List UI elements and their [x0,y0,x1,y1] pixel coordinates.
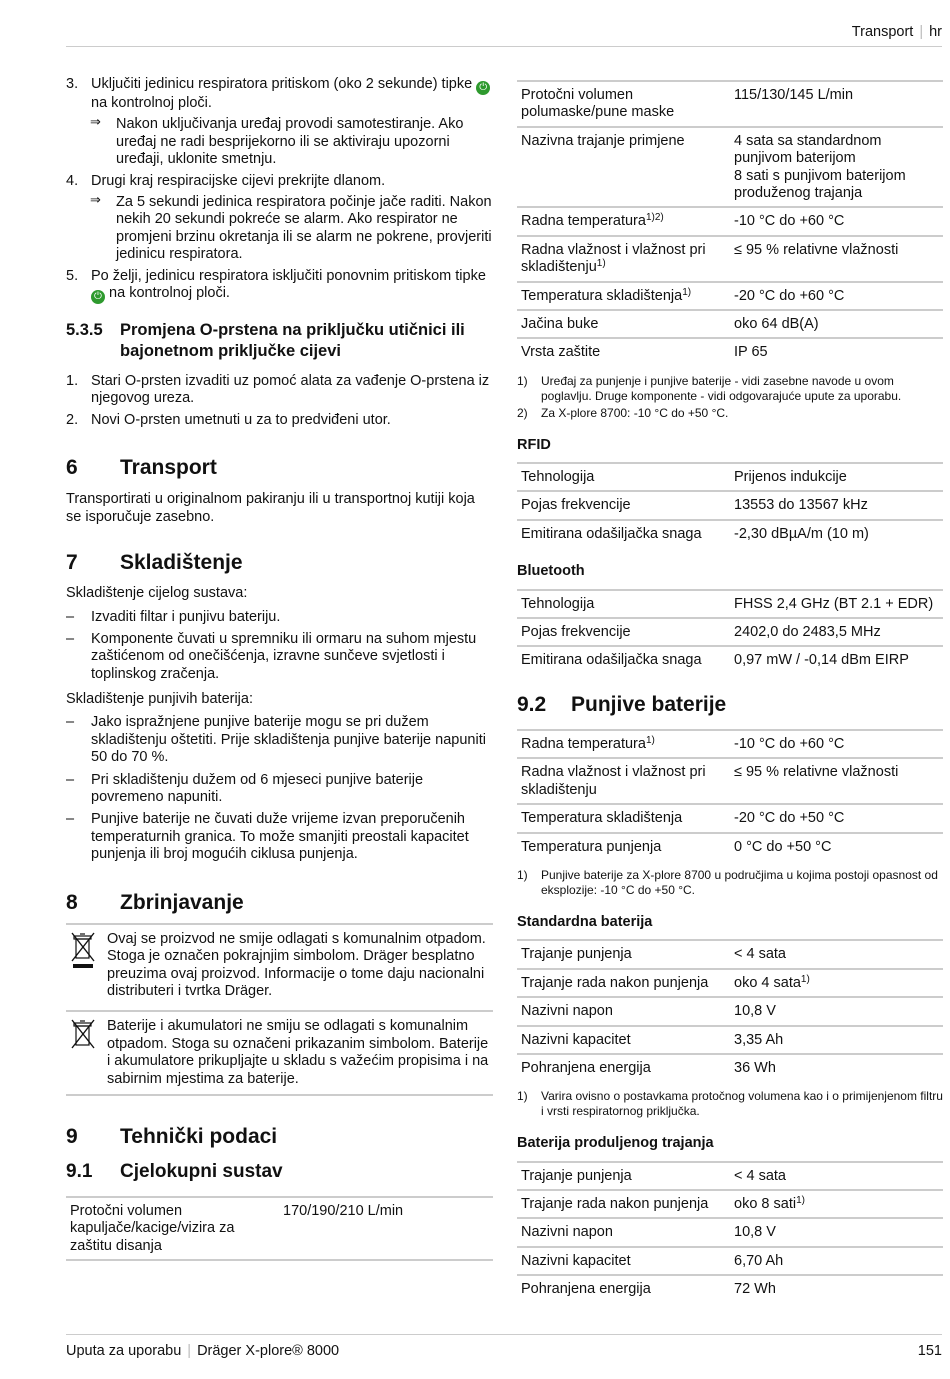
table-row [66,1197,493,1260]
spec-key-text: Radna vlažnost i vlažnost pri skladištenju [521,241,706,276]
section-9-1-heading [66,1161,493,1184]
spec-value [730,969,943,997]
spec-key [517,236,730,282]
footnote [517,374,943,404]
section-title: Punjive baterije [571,692,727,716]
section-number: 9 [66,1124,78,1148]
section-title: Zbrinjavanje [120,890,244,914]
standard-battery-table [517,939,943,1081]
spec-key: Trajanje rada nakon punjenja [517,1190,730,1218]
disposal-end-rule [66,1094,493,1096]
spec-key: Vrsta zaštite [521,344,601,361]
spec-value: Prijenos indukcije [730,463,943,491]
step-number: 4. [66,172,79,189]
table-row [517,1218,943,1246]
spec-key: Tehnologija [517,463,730,491]
header-rule [66,46,942,47]
dash-bullet: – [66,811,75,828]
standard-battery-heading: Standardna baterija [517,913,653,930]
step-text: Po želji, jedinicu respiratora isključiti ponovnim pritiskom tipke [91,267,486,284]
extended-battery-heading: Baterija produljenog trajanja [517,1135,714,1152]
section-number: 9.2 [517,692,547,716]
spec-key: Tehnologija [517,590,730,618]
spec-value: ≤ 95 % relativne vlažnosti [730,236,943,282]
step-number: 3. [66,76,79,92]
power-button-icon: ⏻ [91,290,105,304]
section-8-heading [66,890,493,915]
footer-product: Dräger X-plore® 8000 [197,1343,340,1359]
battery-spec-table [517,729,943,860]
spec-key: Nazivni kapacitet [517,1026,730,1054]
list-item [66,609,493,626]
table-row [517,997,943,1025]
header-separator: | [919,24,924,40]
table-row [517,310,943,338]
spec-value-text: oko 8 sati [734,1196,797,1213]
result-text: Nakon uključivanja uređaj provodi samotestiranje. Ako uređaj ne radi besprijekorno ili se aktiviraju upozorni uređaji, uklonite smetnju. [116,116,464,168]
step-text: Uključiti jedinicu respiratora pritiskom (oko 2 sekunde) tipke [91,76,473,92]
spec-key-text: Radna temperatura [521,213,646,230]
section-6-text: Transportirati u originalnom pakiranju ili u transportnoj kutiji koja se isporučuje zasebno. [66,491,475,525]
result-arrow-icon: ⇒ [90,192,101,208]
section-5-3-5-heading [66,320,493,363]
section-title: Skladištenje [120,550,243,574]
spec-key: Temperatura skladištenja [517,804,730,832]
spec-value [730,1190,943,1218]
spec-key [517,207,730,235]
spec-value: 10,8 V [730,1218,943,1246]
spec-key: Pohranjena energija [521,1059,651,1076]
section-title: Cjelokupni sustav [120,1161,283,1183]
list-item [66,631,493,683]
footnote-text: Punjive baterije za X-plore 8700 u područjima u kojima postoji opasnost od eksplozije: -10 °C do +50 °C. [541,867,938,897]
section-title: Transport [120,455,217,479]
spec-key: Radna vlažnost i vlažnost pri skladištenju [517,758,730,804]
table-row [517,618,943,646]
page-footer [66,1343,942,1360]
list-text: Punjive baterije ne čuvati duže vrijeme izvan preporučenih temperaturnih granica. To može smanjiti preostali kapacitet punjenja ili broj mogućih ciklusa punjenja. [91,811,469,863]
spec-value: -2,30 dBµA/m (10 m) [734,525,869,542]
table-row [517,730,943,758]
footer-separator: | [187,1343,192,1359]
list-item [66,714,493,766]
spec-value: -20 °C do +60 °C [730,282,943,310]
list-text: Komponente čuvati u spremniku ili ormaru na suhom mjestu zaštićenom od onečišćenja, izravne sunčeve svjetlosti i toplinskog zračenja. [91,630,477,682]
table-row [517,969,943,997]
footnote-number: 1) [517,867,528,882]
bluetooth-spec-table [517,589,943,674]
page-number: 151 [917,1343,942,1359]
spec-value: 6,70 Ah [730,1247,943,1275]
step-text: na kontrolnoj ploči. [91,95,212,111]
disposal-block [66,923,493,1088]
extended-battery-table [517,1161,943,1303]
spec-key: Trajanje rada nakon punjenja [517,969,730,997]
step-3-result [66,116,493,168]
step-4 [66,173,493,190]
table-row [517,491,943,519]
spec-value: IP 65 [734,344,768,361]
table-row [517,127,943,208]
standard-battery-footnotes [517,1089,943,1119]
footer-rule [66,1334,942,1335]
table-row [517,207,943,235]
table-row [517,520,943,547]
spec-value: -20 °C do +50 °C [730,804,943,832]
section-9-2-heading [517,692,943,717]
spec-key: Protočni volumen polumaske/pune maske [517,81,730,127]
footnote-ref: 1) [596,258,606,270]
spec-key: Trajanje punjenja [517,940,730,968]
footnote [517,868,943,898]
table-row [517,804,943,832]
spec-key: Protočni volumen kapulјače/kacige/vizira za zaštitu disanja [66,1197,279,1260]
table-row [517,1247,943,1275]
spec-key: Pojas frekvencije [517,618,730,646]
spec-value: 0 °C do +50 °C [734,838,832,855]
step-number: 5. [66,267,79,284]
disposal-product-text: Ovaj se proizvod ne smije odlagati s komunalnim otpadom. Stoga je označen pokrajnjim simbolom. Dräger besplatno preuzima ovaj proizvod. Informacije o tome daju nacionalni distributeri i tvrtka Dräger. [107,930,486,999]
step-3 [66,76,493,112]
footnote-text: Uređaj za punjenje i punjive baterije - vidi zasebne navode u ovom poglavlju. Druge komponente - vidi odgovarajuće upute za uporabu. [541,373,902,403]
bluetooth-heading: Bluetooth [517,563,585,580]
storage-intro-batteries: Skladištenje punjivih baterija: [66,691,253,708]
spec-key-text: Radna temperatura [521,736,646,752]
step-text: na kontrolnoj ploči. [109,284,230,301]
table-row [517,338,943,365]
spec-value-text: oko 4 sata [734,974,801,991]
rfid-spec-table [517,462,943,547]
table-row [517,940,943,968]
footer-doc: Uputa za uporabu [66,1343,182,1359]
spec-key: Trajanje punjenja [517,1162,730,1190]
step-text: Drugi kraj respiracijske cijevi prekrijte dlanom. [91,172,386,189]
table-row [517,758,943,804]
result-text: Za 5 sekundi jedinica respiratora počinje jače raditi. Nakon nekih 20 sekundi pokreće se alarm. Ako respirator ne promjeni brzinu okretanja ili se alarm ne pokrene, provjeriti jedinicu respiratora. [116,193,492,263]
spec-key-text: Temperatura skladištenja [521,287,683,304]
power-button-icon: ⏻ [476,81,490,95]
dash-bullet: – [66,714,75,731]
table-row [517,646,943,673]
result-arrow-icon: ⇒ [90,115,101,131]
step-number: 1. [66,372,79,389]
spec-key: Nazivni kapacitet [517,1247,730,1275]
spec-value: < 4 sata [730,1162,943,1190]
table-row [517,1190,943,1218]
list-item [66,772,493,807]
spec-key: Jačina buke [517,310,730,338]
spec-key: Nazivni napon [517,997,730,1025]
footnote-ref: 1) [796,1195,805,1207]
section-6-heading [66,455,493,480]
header-lang: hr [929,24,942,40]
spec-value: 0,97 mW / -0,14 dBm EIRP [734,652,909,669]
spec-value: 36 Wh [734,1059,776,1076]
spec-key: Pojas frekvencije [517,491,730,519]
list-item [66,412,493,429]
disposal-batteries-text: Baterije i akumulatori ne smiju se odlagati s komunalnim otpadom. Stoga su označeni prikazanim simbolom. Baterije i akumulatore prikupljajte u skladu s važećim propisima i na sabirnim mjestima za baterije. [107,1018,489,1087]
footnote-number: 2) [517,405,528,420]
section-number: 8 [66,890,78,914]
section-title: Promjena O-prstena na priključku utičnici ili bajonetnom priključke cijevi [120,320,465,361]
spec-value: 2402,0 do 2483,5 MHz [730,618,943,646]
spec-value: 115/130/145 L/min [730,81,943,127]
right-column [517,80,943,1303]
page-header [852,24,942,41]
spec-value: 72 Wh [734,1281,776,1298]
table-row [517,1275,943,1302]
spec-key: Pohranjena energija [521,1281,651,1298]
step-number: 2. [66,411,79,428]
footnote-ref: 1) [800,973,810,985]
table-row [517,590,943,618]
general-spec-table [517,80,943,366]
battery-footnotes [517,868,943,898]
section-title: Tehnički podaci [120,1124,278,1148]
step-text: Novi O-prsten umetnuti u za to predviđeni utor. [91,411,391,428]
spec-value: oko 64 dB(A) [730,310,943,338]
footnote-ref: 1) [645,735,655,746]
step-5 [66,268,493,304]
dash-bullet: – [66,771,75,788]
list-text: Pri skladištenju dužem od 6 mjeseci punjive baterije povremeno napuniti. [91,771,424,806]
table-row [517,282,943,310]
section-number: 5.3.5 [66,320,103,339]
left-column [66,76,493,1261]
section-number: 7 [66,550,78,574]
spec-key: Temperatura punjenja [521,838,662,855]
step-4-result [66,194,493,264]
table-row [517,236,943,282]
spec-value: 10,8 V [730,997,943,1025]
footnote-ref: 1)2) [645,212,664,224]
section-number: 9.1 [66,1161,93,1183]
footnote [517,1089,943,1119]
table-row [517,1162,943,1190]
crossed-bin-battery-icon [70,1018,96,1052]
footnote-text: Za X-plore 8700: -10 °C do +50 °C. [541,405,729,420]
spec-key: Emitirana odašiljačka snaga [521,525,702,542]
footnote-number: 1) [517,1089,528,1104]
table-row [517,81,943,127]
section-number: 6 [66,455,78,479]
spec-key: Nazivna trajanje primjene [517,127,730,208]
section-7-heading [66,550,493,575]
table-row [517,1054,943,1081]
spec-value: ≤ 95 % relativne vlažnosti [730,758,943,804]
dash-bullet: – [66,608,75,625]
spec-value: 4 sata sa standardnom punjivom baterijom 8 sati s punjivom baterijom produženog trajanja [730,127,943,208]
system-spec-table [66,1196,493,1261]
table-row [517,1026,943,1054]
footnote [517,406,943,421]
spec-value: < 4 sata [730,940,943,968]
disposal-divider [66,1010,493,1018]
disposal-product [66,931,493,1001]
spec-value: FHSS 2,4 GHz (BT 2.1 + EDR) [730,590,943,618]
header-section: Transport [851,24,914,40]
spec-key [517,730,730,758]
spec-key: Emitirana odašiljačka snaga [521,652,702,669]
step-text: Stari O-prsten izvaditi uz pomoć alata za vađenje O-prstena iz njegovog ureza. [91,372,490,407]
spec-key [517,282,730,310]
spec-value: 3,35 Ah [730,1026,943,1054]
footnote-text: Varira ovisno o postavkama protočnog volumena kao i o primijenjenom filtru i vrsti respiratornog priključka. [541,1089,943,1119]
spec-key: Nazivni napon [517,1218,730,1246]
list-text: Izvaditi filtar i punjivu bateriju. [91,608,281,625]
footnote-number: 1) [517,373,528,388]
list-item [66,373,493,408]
section-9-heading [66,1124,493,1149]
rfid-heading: RFID [517,436,551,453]
table-row [517,833,943,860]
spec-value: 170/190/210 L/min [279,1197,493,1260]
table-row [517,463,943,491]
crossed-bin-icon [70,931,96,969]
storage-intro-system: Skladištenje cijelog sustava: [66,585,248,602]
disposal-batteries [66,1018,493,1088]
list-item [66,811,493,863]
general-footnotes [517,374,943,421]
spec-value: 13553 do 13567 kHz [730,491,943,519]
spec-value: -10 °C do +60 °C [730,207,943,235]
spec-value: -10 °C do +60 °C [730,730,943,758]
footnote-ref: 1) [682,286,692,298]
dash-bullet: – [66,630,75,647]
list-text: Jako ispražnjene punjive baterije mogu se pri dužem skladištenju oštetiti. Prije skladištenja punjive baterije napuniti 50 do 70 %. [91,714,486,766]
